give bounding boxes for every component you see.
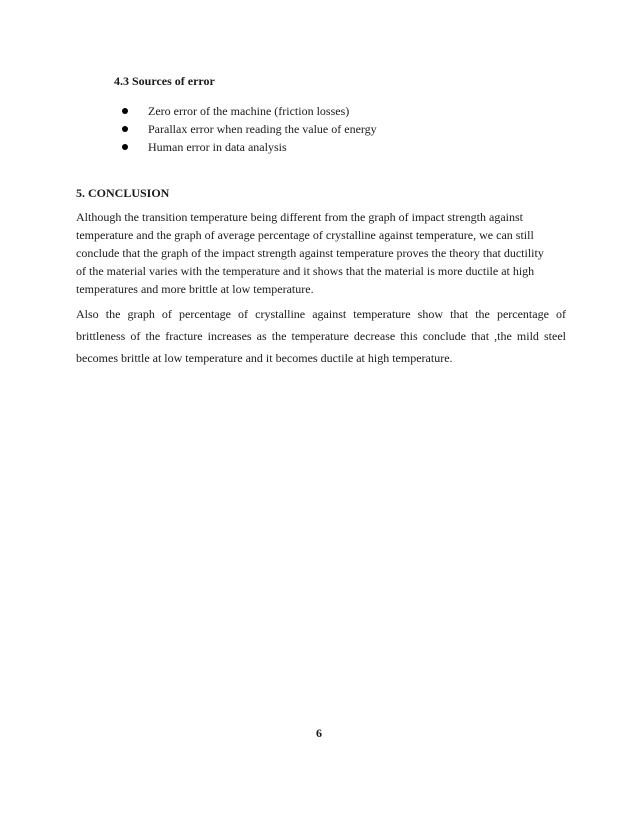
bullet-icon: [122, 126, 128, 132]
list-item: [122, 138, 377, 156]
list-item: [122, 102, 377, 120]
paragraph-line: Although the transition temperature being different from the graph of impact strength against: [76, 210, 523, 224]
conclusion-paragraph-1: [76, 208, 566, 298]
list-item-text: Zero error of the machine (friction losses): [148, 104, 350, 118]
paragraph-line: temperatures and more brittle at low temperature.: [76, 282, 314, 296]
paragraph-line: Also the graph of percentage of crystalline against temperature show that the percentage of: [76, 307, 566, 321]
list-item-text: Parallax error when reading the value of energy: [148, 122, 377, 136]
conclusion-paragraph-2: [76, 303, 566, 369]
section-heading-conclusion: 5. CONCLUSION: [76, 186, 170, 200]
paragraph-line: conclude that the graph of the impact strength against temperature proves the theory that ductility: [76, 246, 544, 260]
paragraph-line: brittleness of the fracture increases as the temperature decrease this conclude that ,the mild steel: [76, 329, 566, 343]
paragraph-line: becomes brittle at low temperature and it becomes ductile at high temperature.: [76, 351, 453, 365]
page-number: 6: [316, 726, 322, 740]
bullet-icon: [122, 144, 128, 150]
section-heading-sources-of-error: 4.3 Sources of error: [114, 74, 215, 88]
bullet-icon: [122, 108, 128, 114]
paragraph-line: temperature and the graph of average percentage of crystalline against temperature, we can still: [76, 228, 534, 242]
list-item: [122, 120, 377, 138]
paragraph-line: of the material varies with the temperature and it shows that the material is more ductile at high: [76, 264, 535, 278]
list-item-text: Human error in data analysis: [148, 140, 287, 154]
sources-of-error-list: [122, 102, 377, 156]
